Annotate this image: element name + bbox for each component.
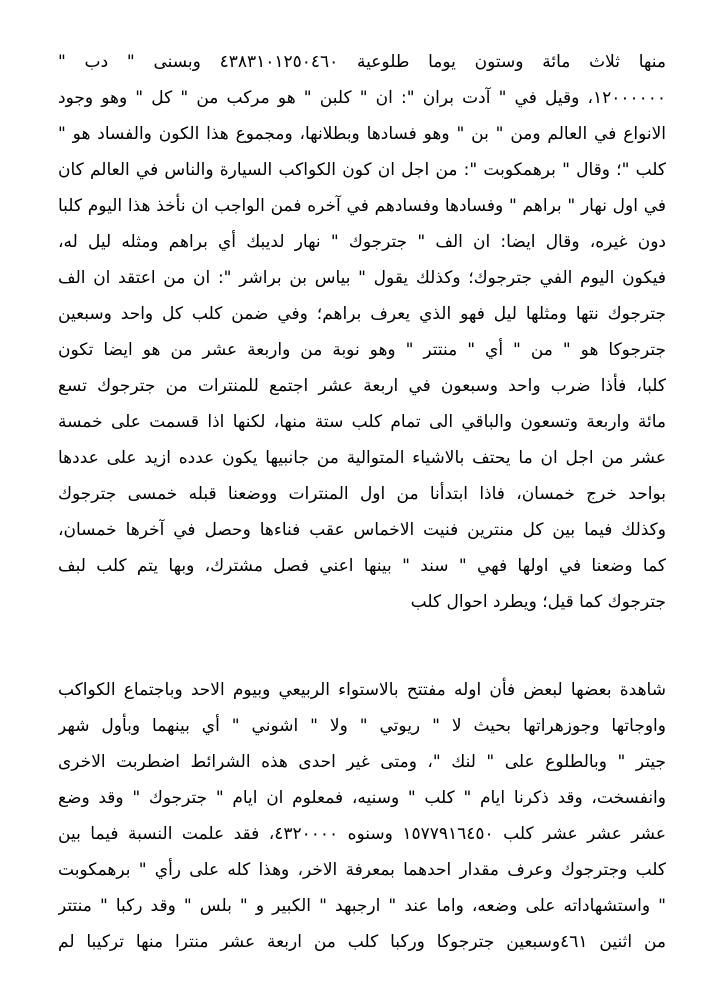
text-line: جيتر " وبالطلوع على " لنك "، ومتى غير احدى هذه الشرائط اضطربت الاخرى — [58, 752, 666, 772]
text-line: الانواع في العالم ومن " بن " وهو فسادها وبطلانها، ومجموع هذا الكون والفساد هو " — [58, 124, 666, 144]
paragraph-1 — [58, 44, 666, 620]
text-line: كلب وجترجوك وعرف مقدار احدهما بمعرفة الاخر، وهذا كله على رأي " برهمكوبت — [58, 860, 666, 880]
text-line: فيكون اليوم الفي جترجوك؛ وكذلك يقول " بياس بن براشر ": ان من اعتقد ان الف — [58, 268, 666, 288]
text-line: شاهدة بعضها لبعض فأن اوله مفتتح بالاستواء الربيعي وبيوم الاحد وباجتماع الكواكب — [58, 680, 666, 700]
text-line: كلبا، فأذا ضرب واحد وسبعون في اربعة عشر اجتمع للمنترات من جترجوك تسع — [58, 376, 666, 396]
text-line: بواحد خرج خمسان، فاذا ابتدأنا من اول المنترات ووضعنا قبله خمسى جترجوك — [58, 484, 666, 504]
text-line: جترجوكا هو " من " أي " منتتر " وهو نوبة من واربعة عشر من هو ايضا تكون — [58, 340, 666, 360]
text-line: كما وضعنا في اولها فهي " سند " بينها اعني فصل مشترك، وبها يتم كلب لبف — [58, 556, 666, 576]
text-line: عشر من اجل ان ما يحتف بالاشياء المتوالية من جانبيها يكون عدده ازيد على عددها — [58, 448, 666, 468]
text-line: مائة واربعة وتسعون والباقي الى تمام كلب ستة منها، لكنها اذا قسمت على خمسة — [58, 412, 666, 432]
text-line: في اول نهار " براهم " وفسادها وفسادهم في آخره فمن الواجب ان نأخذ هذا اليوم كلبا — [58, 196, 666, 216]
text-line: وكذلك فيما بين كل منترين فنيت الاخماس عقب فناءها وحصل في آخرها خمسان، — [58, 520, 666, 540]
text-line: منها ثلاث مائة وستون يوما طلوعية ٤٣٨٣١٠١٢٥٠٤٦٠ وبسنى " دب " — [58, 52, 666, 72]
text-line: جترجوك كما قيل؛ ويطرد احوال كلب — [410, 592, 666, 612]
paragraph-2 — [58, 672, 666, 960]
text-line: وانفسخت، وقد ذكرنا ايام " كلب " وسنيه، فمعلوم ان ايام " جترجوك " وقد وضع — [58, 788, 666, 808]
text-line: واوجاتها وجوزهراتها بحيث لا " ريوتي " ولا " اشوني " أي بينهما وبأول شهر — [58, 716, 666, 736]
text-line: جترجوك نتها ومثلها ليل فهو الذي يعرف براهم؛ وفي ضمن كلب كل واحد وسبعين — [58, 304, 666, 324]
text-line: " واستشهاداته على وضعه، واما عند " ارجبهد " الكبير و " بلس " وقد ركبا " منتتر — [58, 896, 666, 916]
text-line: عشر عشر عشر كلب ١٥٧٧٩١٦٤٥٠ وسنوه ٤٣٢٠٠٠٠، فقد علمت النسبة فيما بين — [58, 824, 666, 844]
text-line: كلب "؛ وقال " برهمكوبت ": من اجل ان كون الكواكب السيارة والناس في العالم كان — [58, 160, 666, 180]
text-line: دون غيره، وقال ايضا: ان الف " جترجوك " نهار لديبك أي براهم ومثله ليل له، — [58, 232, 666, 252]
text-line: ١٢٠٠٠٠٠٠، وقيل في " آدت بران ": ان " كلبن " هو مركب من " كل " وهو وجود — [58, 88, 666, 108]
text-line: من اثنين ٤٦١وسبعين جترجوكا وركبا كلب من اربعة عشر منترا منها تركيبا لم — [58, 932, 666, 952]
